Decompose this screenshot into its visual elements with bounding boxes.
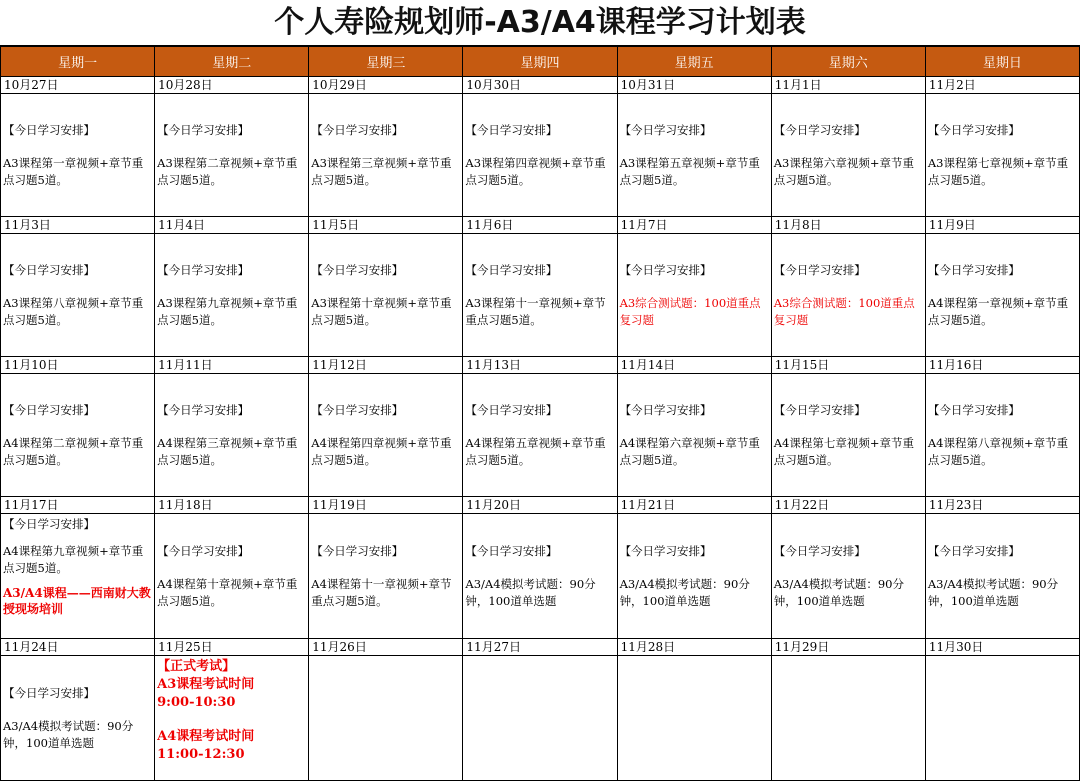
day-plan-cell xyxy=(617,94,771,217)
plan-desc: A3/A4模拟考试题：90分钟，100道单选题 xyxy=(465,576,596,608)
date-cell: 11月19日 xyxy=(309,497,463,514)
day-plan-cell xyxy=(771,514,925,639)
date-cell: 10月27日 xyxy=(1,77,155,94)
date-cell: 11月16日 xyxy=(925,357,1079,374)
day-plan-cell xyxy=(617,234,771,357)
training-note: A3/A4课程——西南财大教授现场培训 xyxy=(3,586,151,616)
plan-heading: 【今日学习安排】 xyxy=(773,122,866,137)
weekday-header: 星期三 xyxy=(309,47,463,77)
plan-heading: 【今日学习安排】 xyxy=(619,543,712,558)
plan-heading: 【今日学习安排】 xyxy=(465,262,558,277)
date-cell: 11月24日 xyxy=(1,639,155,656)
date-cell: 10月29日 xyxy=(309,77,463,94)
plan-desc: A3课程第一章视频+章节重点习题5道。 xyxy=(3,155,144,187)
day-plan-cell xyxy=(925,234,1079,357)
day-plan-cell xyxy=(1,374,155,497)
plan-desc: A3课程第七章视频+章节重点习题5道。 xyxy=(927,155,1069,187)
day-plan-cell xyxy=(617,514,771,639)
plan-desc: A3课程第十章视频+章节重点习题5道。 xyxy=(311,295,452,327)
day-plan-cell xyxy=(463,234,617,357)
plan-desc: A4课程第七章视频+章节重点习题5道。 xyxy=(773,435,914,467)
date-cell: 10月30日 xyxy=(463,77,617,94)
date-cell: 11月7日 xyxy=(617,217,771,234)
day-plan-cell xyxy=(155,514,309,639)
plan-desc: A4课程第五章视频+章节重点习题5道。 xyxy=(465,435,606,467)
plan-row xyxy=(1,234,1080,357)
date-cell: 11月23日 xyxy=(925,497,1079,514)
plan-desc: A4课程第六章视频+章节重点习题5道。 xyxy=(619,435,760,467)
empty-cell xyxy=(771,656,925,781)
plan-heading: 【今日学习安排】 xyxy=(619,262,712,277)
date-cell: 11月10日 xyxy=(1,357,155,374)
plan-heading: 【今日学习安排】 xyxy=(157,543,250,558)
date-cell: 11月29日 xyxy=(771,639,925,656)
day-plan-cell xyxy=(155,94,309,217)
plan-heading: 【今日学习安排】 xyxy=(773,262,866,277)
day-plan-cell xyxy=(463,374,617,497)
plan-heading: 【今日学习安排】 xyxy=(927,122,1020,137)
weekday-header: 星期六 xyxy=(771,47,925,77)
weekday-header: 星期一 xyxy=(1,47,155,77)
plan-desc: A4课程第四章视频+章节重点习题5道。 xyxy=(311,435,452,467)
day-plan-cell xyxy=(309,234,463,357)
plan-desc: A3课程第二章视频+章节重点习题5道。 xyxy=(157,155,298,187)
day-plan-cell xyxy=(1,514,155,639)
page-title: 个人寿险规划师-A3/A4课程学习计划表 xyxy=(0,0,1080,46)
exam-title: 【正式考试】 xyxy=(157,659,236,674)
date-cell: 11月15日 xyxy=(771,357,925,374)
date-cell: 11月12日 xyxy=(309,357,463,374)
plan-desc: A4课程第八章视频+章节重点习题5道。 xyxy=(927,435,1069,467)
plan-row xyxy=(1,374,1080,497)
plan-heading: 【今日学习安排】 xyxy=(311,262,404,277)
date-cell: 11月4日 xyxy=(155,217,309,234)
plan-desc: A3课程第三章视频+章节重点习题5道。 xyxy=(311,155,452,187)
plan-heading: 【今日学习安排】 xyxy=(157,262,250,277)
day-plan-cell xyxy=(1,94,155,217)
plan-desc: A3/A4模拟考试题：90分钟，100道单选题 xyxy=(619,576,750,608)
day-plan-cell xyxy=(463,514,617,639)
plan-heading: 【今日学习安排】 xyxy=(773,402,866,417)
date-cell: 11月22日 xyxy=(771,497,925,514)
plan-desc: A3课程第五章视频+章节重点习题5道。 xyxy=(619,155,760,187)
plan-heading: 【今日学习安排】 xyxy=(311,402,404,417)
date-cell: 11月27日 xyxy=(463,639,617,656)
exam-schedule xyxy=(157,658,306,764)
date-cell: 11月2日 xyxy=(925,77,1079,94)
date-cell: 11月11日 xyxy=(155,357,309,374)
day-plan-cell xyxy=(925,374,1079,497)
plan-heading: 【今日学习安排】 xyxy=(3,122,95,137)
plan-heading: 【今日学习安排】 xyxy=(619,122,712,137)
plan-heading: 【今日学习安排】 xyxy=(927,543,1020,558)
day-plan-cell xyxy=(771,374,925,497)
spacer xyxy=(157,712,306,728)
a4-exam-time: 11:00-12:30 xyxy=(157,747,245,762)
plan-desc: A4课程第二章视频+章节重点习题5道。 xyxy=(3,435,144,467)
plan-desc: A4课程第十一章视频+章节重点习题5道。 xyxy=(311,576,452,608)
date-cell: 11月30日 xyxy=(925,639,1079,656)
day-plan-cell xyxy=(155,234,309,357)
date-cell: 11月13日 xyxy=(463,357,617,374)
plan-row xyxy=(1,514,1080,639)
day-plan-cell xyxy=(617,374,771,497)
plan-heading: 【今日学习安排】 xyxy=(3,685,95,700)
weekday-header: 星期二 xyxy=(155,47,309,77)
plan-heading: 【今日学习安排】 xyxy=(157,122,250,137)
plan-desc: A4课程第一章视频+章节重点习题5道。 xyxy=(927,295,1069,327)
date-cell: 11月14日 xyxy=(617,357,771,374)
plan-desc: A3课程第八章视频+章节重点习题5道。 xyxy=(3,295,144,327)
day-plan-cell xyxy=(155,374,309,497)
plan-desc: A4课程第九章视频+章节重点习题5道。 xyxy=(3,544,144,575)
empty-cell xyxy=(309,656,463,781)
plan-desc: A3综合测试题：100道重点复习题 xyxy=(773,295,915,327)
day-plan-cell xyxy=(1,656,155,781)
plan-desc: A3综合测试题：100道重点复习题 xyxy=(619,295,761,327)
plan-desc: A3/A4模拟考试题：90分钟，100道单选题 xyxy=(3,718,134,750)
date-cell: 11月20日 xyxy=(463,497,617,514)
empty-cell xyxy=(925,656,1079,781)
date-cell: 10月31日 xyxy=(617,77,771,94)
weekday-header-row xyxy=(1,47,1080,77)
plan-heading: 【今日学习安排】 xyxy=(465,402,558,417)
date-cell: 11月6日 xyxy=(463,217,617,234)
date-cell: 11月28日 xyxy=(617,639,771,656)
day-plan-cell xyxy=(925,94,1079,217)
a4-exam-label: A4课程考试时间 xyxy=(157,729,255,744)
weekday-header: 星期日 xyxy=(925,47,1079,77)
plan-desc: A4课程第十章视频+章节重点习题5道。 xyxy=(157,576,298,608)
plan-heading: 【今日学习安排】 xyxy=(773,543,866,558)
plan-heading: 【今日学习安排】 xyxy=(619,402,712,417)
plan-desc: A4课程第三章视频+章节重点习题5道。 xyxy=(157,435,298,467)
plan-heading: 【今日学习安排】 xyxy=(465,543,558,558)
plan-desc: A3课程第六章视频+章节重点习题5道。 xyxy=(773,155,914,187)
plan-heading: 【今日学习安排】 xyxy=(311,122,404,137)
plan-heading: 【今日学习安排】 xyxy=(927,262,1020,277)
day-plan-cell xyxy=(771,94,925,217)
plan-row xyxy=(1,656,1080,781)
weekday-header: 星期四 xyxy=(463,47,617,77)
date-row xyxy=(1,639,1080,656)
date-cell: 11月25日 xyxy=(155,639,309,656)
plan-heading: 【今日学习安排】 xyxy=(3,262,95,277)
empty-cell xyxy=(463,656,617,781)
date-cell: 11月1日 xyxy=(771,77,925,94)
day-plan-cell xyxy=(771,234,925,357)
date-cell: 11月5日 xyxy=(309,217,463,234)
day-plan-cell xyxy=(309,514,463,639)
a3-exam-label: A3课程考试时间 xyxy=(157,677,255,692)
date-cell: 10月28日 xyxy=(155,77,309,94)
date-cell: 11月26日 xyxy=(309,639,463,656)
plan-heading: 【今日学习安排】 xyxy=(311,543,404,558)
plan-heading: 【今日学习安排】 xyxy=(3,402,95,417)
plan-desc: A3课程第十一章视频+章节重点习题5道。 xyxy=(465,295,606,327)
plan-desc: A3课程第四章视频+章节重点习题5道。 xyxy=(465,155,606,187)
date-cell: 11月3日 xyxy=(1,217,155,234)
date-cell: 11月8日 xyxy=(771,217,925,234)
date-row xyxy=(1,357,1080,374)
date-row xyxy=(1,217,1080,234)
plan-heading: 【今日学习安排】 xyxy=(157,402,250,417)
plan-row xyxy=(1,94,1080,217)
date-cell: 11月17日 xyxy=(1,497,155,514)
a3-exam-time: 9:00-10:30 xyxy=(157,695,236,710)
date-cell: 11月18日 xyxy=(155,497,309,514)
plan-heading: 【今日学习安排】 xyxy=(3,517,95,531)
day-plan-cell xyxy=(463,94,617,217)
empty-cell xyxy=(617,656,771,781)
plan-heading: 【今日学习安排】 xyxy=(927,402,1020,417)
day-plan-cell xyxy=(309,374,463,497)
weekday-header: 星期五 xyxy=(617,47,771,77)
day-plan-cell xyxy=(1,234,155,357)
study-plan-table xyxy=(0,46,1080,781)
day-plan-cell xyxy=(309,94,463,217)
date-cell: 11月9日 xyxy=(925,217,1079,234)
day-plan-cell xyxy=(925,514,1079,639)
plan-heading: 【今日学习安排】 xyxy=(465,122,558,137)
date-row xyxy=(1,77,1080,94)
exam-cell xyxy=(155,656,309,781)
date-row xyxy=(1,497,1080,514)
plan-desc: A3/A4模拟考试题：90分钟，100道单选题 xyxy=(773,576,904,608)
date-cell: 11月21日 xyxy=(617,497,771,514)
plan-desc: A3课程第九章视频+章节重点习题5道。 xyxy=(157,295,298,327)
plan-desc: A3/A4模拟考试题：90分钟，100道单选题 xyxy=(927,576,1059,608)
